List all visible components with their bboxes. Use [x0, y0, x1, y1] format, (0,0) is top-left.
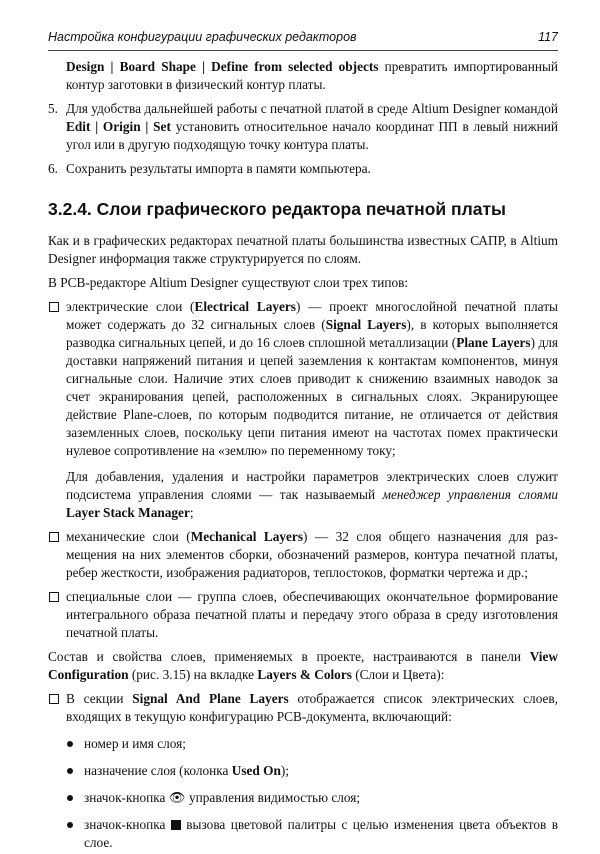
checkbox-bullet-icon	[49, 694, 59, 704]
color-square-icon	[171, 820, 181, 830]
bullet-item: номер и имя слоя;	[48, 735, 558, 753]
list-item-6: 6. Сохранить результаты импорта в памяти компьютера.	[48, 161, 371, 176]
checkbox-bullet-icon	[49, 532, 59, 542]
list-item-signal-layers: В секции Signal And Plane Layers отображается список электрических слоев, входящих в текущую конфигурацию PCB-документа, включающий:	[48, 690, 558, 726]
checkbox-bullet-icon	[49, 592, 59, 602]
item-number: 6.	[48, 161, 58, 176]
bullet-icon	[67, 795, 73, 801]
page-number: 117	[538, 30, 558, 44]
checkbox-bullet-icon	[49, 302, 59, 312]
list-item-4-continuation: Design | Board Shape | Define from selected objects превратить импортированный контур заготовки в физический контур платы.	[66, 59, 558, 92]
list-item-mechanical: механические слои (Mechanical Layers) — 32 слоя общего назначения для размещения на них элементов сборки, обозначений размеров, контура печатной платы, ребер жесткости, изображения радиаторов, теплостоков, форматки чертежа и др.;	[48, 528, 558, 582]
paragraph: Как и в графических редакторах печатной платы большинства известных САПР, в Altium Designer информация также структурируется по слоям.	[48, 233, 558, 266]
bullet-item: значок-кнопка 👁 управления видимостью слоя;	[48, 789, 558, 807]
header-title: Настройка конфигурации графических редакторов	[48, 30, 357, 44]
list-item-electrical: электрические слои (Electrical Layers) — проект многослойной печатной платы может содержать до 32 сигнальных слоев (Signal Layers), в которых выполняется разводка сигнальных цепей, и до 16 слоев сплошной металлизации (Plane Layers) для доставки напряжений питания и цепей заземления к контактам компонентов, минуя сигнальные слои. Наличие этих слоев приводит к снижению взаимных наводок за счет экранирования цепей, расположенных в сигнальных слоях. Экранирующее действие Plane-слоев, по которым подводится питание, не отличается от действия заземленных слоев, поскольку цепи питания имеют на частотах помех практически нулевое сопротивление на «землю» по переменному току; Для добавления, удаления и настройки параметров электрических слоев служит подсистема управления слоями — так называемый менеджер управления слоями Layer Stack Manager;	[48, 298, 558, 522]
eye-icon: 👁	[168, 790, 186, 805]
menu-command: Edit | Origin | Set	[66, 119, 171, 134]
list-item-special: специальные слои — группа слоев, обеспечивающих окончательное формирование интегрального образа печатной платы и передачу этого образа в среду изготовления печатной платы.	[48, 588, 558, 642]
page-body	[48, 58, 558, 852]
section-heading: 3.2.4. Слои графического редактора печатной платы	[48, 199, 506, 219]
running-header	[48, 30, 558, 51]
paragraph: В PCB-редакторе Altium Designer существуют слои трех типов:	[48, 275, 409, 290]
bullet-item: значок-кнопка вызова цветовой палитры с целью изменения цвета объектов в слое.	[48, 816, 558, 852]
bullet-icon	[67, 741, 73, 747]
bullet-item: назначение слоя (колонка Used On);	[48, 762, 558, 780]
list-item-5: 5. Для удобства дальнейшей работы с печатной платой в среде Altium Designer командой Edit | Origin | Set установить относительное начало координат ПП в левый нижний угол или в другую подходящую точку контура платы.	[48, 101, 558, 152]
bullet-icon	[67, 822, 73, 828]
bullet-icon	[67, 768, 73, 774]
menu-command: Design | Board Shape | Define from selected objects	[66, 59, 379, 74]
paragraph: Для добавления, удаления и настройки параметров электрических слоев служит подсистема управления слоями — так называемый менеджер управления слоями Layer Stack Manager;	[66, 469, 558, 520]
item-number: 5.	[48, 101, 58, 116]
paragraph: Состав и свойства слоев, применяемых в проекте, настраиваются в панели View Configuration (рис. 3.15) на вкладке Layers & Colors (Слои и Цвета):	[48, 649, 558, 682]
